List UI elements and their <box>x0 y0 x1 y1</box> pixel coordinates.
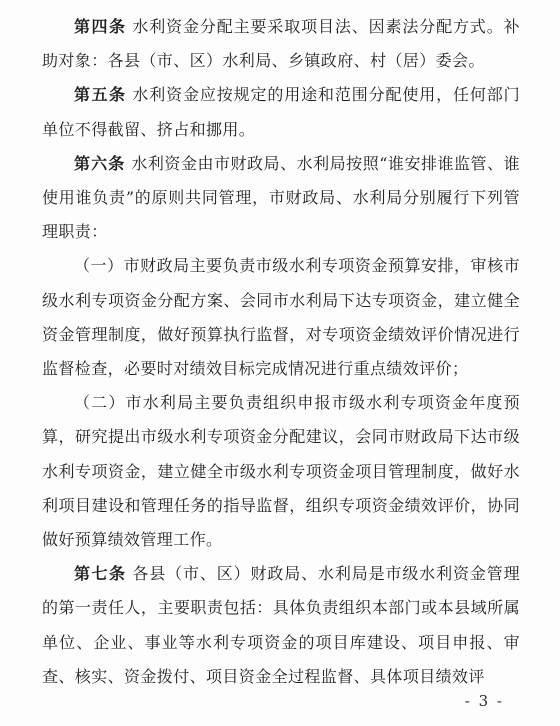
article-4 <box>42 10 520 78</box>
article-text: 水利资金由市财政局、水利局按照“谁安排谁监管、谁使用谁负责”的原则共同管理，市财政局、水利局分别履行下列管理职责： <box>42 153 520 242</box>
article-text: 水利资金分配主要采取项目法、因素法分配方式。补助对象：各县（市、区）水利局、乡镇政府、村（居）委会。 <box>42 17 520 71</box>
clause-text: （一）市财政局主要负责市级水利专项资金预算安排，审核市级水利专项资金分配方案、会同市水利局下达专项资金，建立健全资金管理制度，做好预算执行监督，对专项资金绩效评价情况进行监督检查，必要时对绩效目标完成情况进行重点绩效评价； <box>42 256 520 379</box>
article-title: 第七条 <box>74 564 127 584</box>
clause-2 <box>42 386 520 557</box>
article-title: 第五条 <box>74 85 127 105</box>
article-7 <box>42 557 520 694</box>
article-text: 水利资金应按规定的用途和范围分配使用，任何部门单位不得截留、挤占和挪用。 <box>42 85 520 139</box>
article-title: 第四条 <box>74 17 127 36</box>
article-6 <box>42 147 520 250</box>
clause-1 <box>42 249 520 386</box>
document-body <box>42 10 520 694</box>
clause-text: （二）市水利局主要负责组织申报市级水利专项资金年度预算，研究提出市级水利专项资金分配建议，会同市财政局下达市级水利专项资金，建立健全市级水利专项资金项目管理制度，做好水利项目建设和管理任务的指导监督，组织专项资金绩效评价，协同做好预算绩效管理工作。 <box>42 393 520 550</box>
page-number: - 3 - <box>464 692 504 710</box>
article-5 <box>42 78 520 146</box>
article-title: 第六条 <box>74 153 126 173</box>
article-text: 各县（市、区）财政局、水利局是市级水利资金管理的第一责任人，主要职责包括：具体负责组织本部门或本县域所属单位、企业、事业等水利专项资金的项目库建设、项目申报、审查、核实、资金拨付、项目资金全过程监督、具体项目绩效评 <box>42 564 520 686</box>
